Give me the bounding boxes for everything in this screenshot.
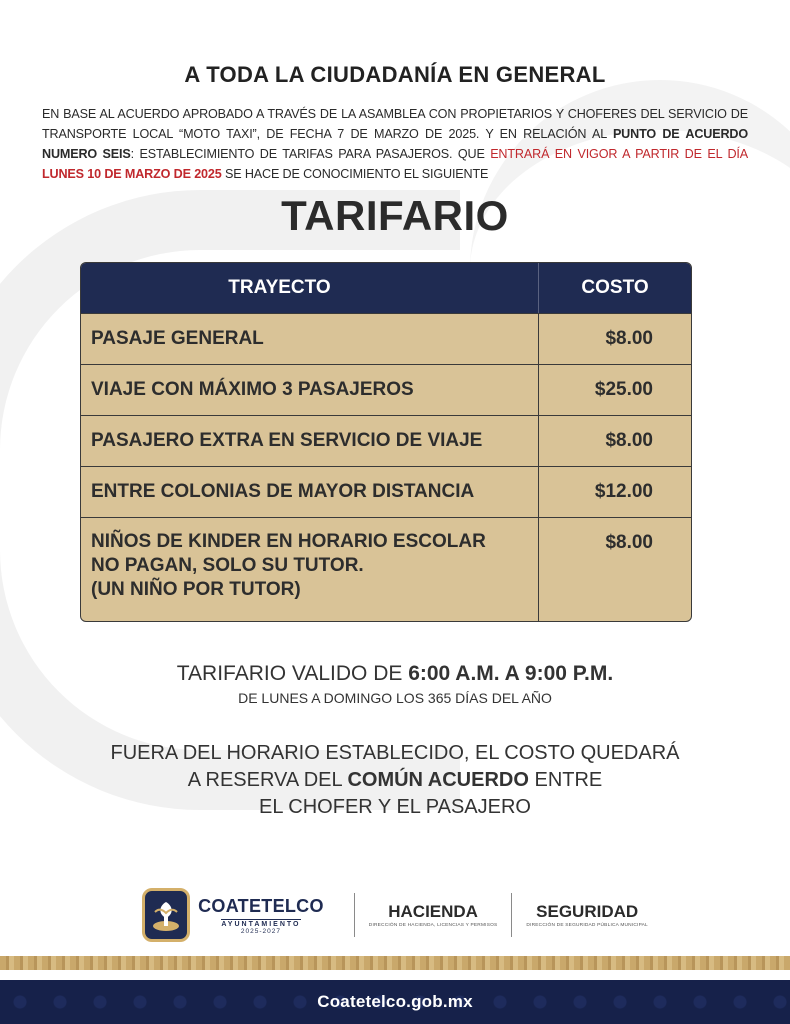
- trayecto-line: NIÑOS DE KINDER EN HORARIO ESCOLAR: [91, 531, 486, 552]
- footer-bar: [0, 980, 790, 1024]
- decorative-gold-band: [0, 956, 790, 970]
- costo-cell: $8.00: [605, 328, 653, 349]
- footer-logos: [0, 884, 790, 946]
- coatetelco-logo: [198, 896, 324, 935]
- costo-cell: $8.00: [605, 430, 653, 451]
- logo-divider: [511, 893, 512, 937]
- coatetelco-sub: AYUNTAMIENTO: [221, 920, 301, 928]
- fare-table: [80, 262, 692, 622]
- intro-paragraph: [42, 104, 748, 184]
- table-row: [81, 466, 691, 517]
- intro-text-1: EN BASE AL ACUERDO APROBADO A TRAVÉS DE LA ASAMBLEA CON PROPIETARIOS Y CHOFERES DEL SERVICIO DE TRANSPORTE LOCAL “MOTO TAXI”, DE FECHA 7 DE MARZO DE 2025. Y EN RELACIÓN AL: [42, 107, 748, 141]
- website-link[interactable]: Coatetelco.gob.mx: [317, 992, 473, 1011]
- tarifario-title: TARIFARIO: [281, 192, 509, 239]
- note-line-2-prefix: A RESERVA DEL: [187, 769, 348, 791]
- trayecto-cell: PASAJERO EXTRA EN SERVICIO DE VIAJE: [81, 416, 539, 466]
- table-row: [81, 313, 691, 364]
- intro-text-3: SE HACE DE CONOCIMIENTO EL SIGUIENTE: [221, 167, 489, 181]
- trayecto-cell: VIAJE CON MÁXIMO 3 PASAJEROS: [81, 365, 539, 415]
- municipal-seal-icon: [142, 888, 190, 942]
- valid-prefix: TARIFARIO VALIDO DE: [176, 662, 409, 685]
- valid-days: DE LUNES A DOMINGO LOS 365 DÍAS DEL AÑO: [238, 690, 552, 706]
- hacienda-logo: [369, 902, 498, 928]
- seguridad-name: SEGURIDAD: [536, 902, 639, 921]
- intro-agreement-point: PUNTO DE ACUERDO NUMERO SEIS: [42, 127, 749, 161]
- note-line-2: [0, 767, 790, 794]
- costo-cell: $8.00: [605, 532, 653, 553]
- table-row: [81, 415, 691, 466]
- intro-text-2: : ESTABLECIMIENTO DE TARIFAS PARA PASAJEROS. QUE: [130, 147, 491, 161]
- header-trayecto: TRAYECTO: [81, 263, 539, 313]
- trayecto-cell: PASAJE GENERAL: [81, 314, 539, 364]
- trayecto-cell: [81, 518, 539, 621]
- logo-divider: [354, 893, 355, 937]
- note-line-1: FUERA DEL HORARIO ESTABLECIDO, EL COSTO QUEDARÁ: [110, 742, 680, 764]
- hacienda-sub: DIRECCIÓN DE HACIENDA, LICENCIAS Y PERMISOS: [368, 923, 498, 928]
- notice-heading: A TODA LA CIUDADANÍA EN GENERAL: [184, 62, 606, 87]
- valid-hours: [0, 662, 790, 686]
- fare-table-header: [81, 263, 691, 313]
- costo-cell: $12.00: [594, 481, 653, 502]
- seguridad-logo: [526, 902, 647, 928]
- coatetelco-name: COATETELCO: [198, 895, 324, 916]
- intro-effective-text: ENTRARÁ EN VIGOR A PARTIR DE EL DÍA: [490, 147, 749, 161]
- table-row: [81, 364, 691, 415]
- trayecto-cell: ENTRE COLONIAS DE MAYOR DISTANCIA: [81, 467, 539, 517]
- header-costo: COSTO: [581, 277, 649, 298]
- intro-effective-date: LUNES 10 DE MARZO DE 2025: [42, 167, 222, 181]
- coatetelco-years: 2025-2027: [240, 927, 281, 935]
- hacienda-name: HACIENDA: [388, 902, 478, 921]
- valid-hours-range: 6:00 A.M. A 9:00 P.M.: [408, 662, 614, 685]
- costo-cell: $25.00: [594, 379, 653, 400]
- after-hours-note: [0, 740, 790, 821]
- table-row: [81, 517, 691, 621]
- note-line-3: EL CHOFER Y EL PASAJERO: [259, 796, 531, 818]
- seguridad-sub: DIRECCIÓN DE SEGURIDAD PÚBLICA MUNICIPAL: [526, 923, 648, 928]
- trayecto-line: NO PAGAN, SOLO SU TUTOR.: [91, 555, 364, 576]
- note-line-2-bold: COMÚN ACUERDO: [347, 769, 529, 791]
- trayecto-line: (UN NIÑO POR TUTOR): [91, 579, 301, 600]
- note-line-2-suffix: ENTRE: [528, 769, 603, 791]
